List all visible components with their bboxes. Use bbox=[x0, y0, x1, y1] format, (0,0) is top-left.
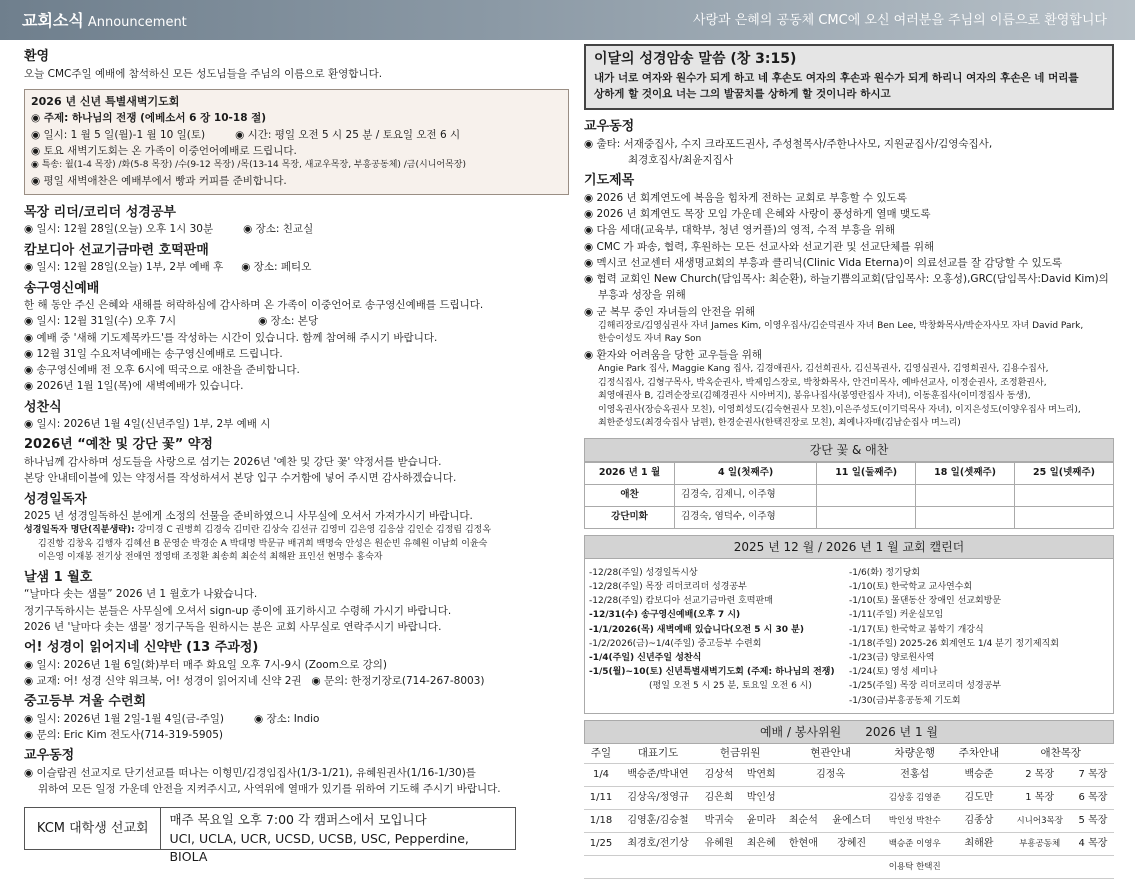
section-heading: 송구영신예배 bbox=[24, 280, 100, 296]
calendar-col-right: -1/6(화) 정기당회 -1/10(토) 한국학교 교사연수회 -1/10(토) 몰댄동산 장애인 선교회방문 -1/11(주일) 커운실모임 -1/17(토) 한국학교 봄학기 개강식 -1/18(주일) 2025-26 회계연도 1/4 분기 정기제직회 -1/23(금) 양로원사역 -1/24(토) 영성 세미나 -1/25(주일) 목장 리더코리더 성경공부 -1/30(금)부흥공동체 기도회 bbox=[849, 567, 1059, 706]
prayer-names: 이영옥권사(장승옥권사 모친), 이영희성도(김숙현권사 모친),이은주성도(이기덕목사 자녀), 이지은성도(이양우집사 며느리), bbox=[598, 404, 1081, 415]
verse-text: 내가 너로 여자와 원수가 되게 하고 네 후손도 여자의 후손과 원수가 되게 하리니 여자의 후손은 네 머리를 bbox=[594, 71, 1079, 84]
box-line: ◉ 토요 새벽기도회는 온 가족이 이중언어예배로 드립니다. bbox=[31, 144, 297, 157]
section-text: 위하여 모든 일정 가운데 안전을 지켜주시고, 사역위에 열매가 있기를 위하여 기도해 주시기 바랍니다. bbox=[38, 783, 501, 796]
section-text: 최경호집사/최윤지집사 bbox=[628, 153, 733, 166]
section-heading: 어! 성경이 읽어지네 신약반 (13 주과정) bbox=[24, 640, 259, 656]
reader-names: 이은영 이재봉 전기상 전애연 정영태 조정환 최송희 최순석 최해완 표인선 현명수 홍숙자 bbox=[38, 552, 383, 563]
right-column bbox=[584, 44, 1114, 879]
prayer-item: ◉ 2026 년 회계연도에 복음을 힘차게 전하는 교회로 부흥할 수 있도록 bbox=[584, 191, 907, 204]
section-heading: 교우동정 bbox=[584, 119, 635, 135]
section-text: 하나님께 감사하며 성도들을 사랑으로 섬기는 2026년 '예찬 및 강단 꽃' 약정서를 받습니다. bbox=[24, 456, 442, 468]
section-text: ◉ 일시: 12월 31일(수) 오후 7시 ◉ 장소: 본당 bbox=[24, 315, 319, 328]
section-text: ◉ 일시: 2026년 1월 4일(신년주일) 1부, 2부 예배 시 bbox=[24, 418, 271, 431]
section-text: 정기구독하시는 분들은 사무실에 오셔서 sign-up 종이에 표기하시고 수령해 가시기 바랍니다. bbox=[24, 604, 452, 617]
prayer-names: 한승이성도 자녀 Ray Son bbox=[598, 334, 702, 345]
section-heading: 날샘 1 월호 bbox=[24, 569, 93, 585]
section-text: 한 해 동안 주신 은혜와 새해를 허락하심에 감사하며 온 가족이 이중언어로 송구영신예배를 드립니다. bbox=[24, 299, 484, 312]
section-text: ◉ 송구영신예배 전 오후 6시에 떡국으로 애찬을 준비합니다. bbox=[24, 364, 300, 377]
kcm-label: KCM 대학생 선교회 bbox=[25, 808, 161, 849]
flower-table bbox=[584, 462, 1114, 529]
verse-text: 상하게 할 것이요 너는 그의 발꿈치를 상하게 할 것이니라 하시고 bbox=[594, 87, 891, 100]
section-heading: 성찬식 bbox=[24, 399, 62, 415]
church-calendar bbox=[584, 559, 1114, 714]
prayer-item: ◉ CMC 가 파송, 협력, 후원하는 모든 선교사와 선교기관 및 선교단체를 위해 bbox=[584, 240, 935, 253]
prayer-item: ◉ 다음 세대(교육부, 대학부, 청년 영커플)의 영적, 수적 부흥을 위해 bbox=[584, 224, 895, 237]
header-motto: 사랑과 은혜의 공동체 CMC에 오신 여러분을 주님의 이름으로 환영합니다 bbox=[692, 13, 1107, 28]
table-row: 주일 대표기도 헌금위원 현관안내 차량운행 주차안내 애찬목장 bbox=[584, 744, 1114, 764]
verse-title: 이달의 성경암송 말씀 (창 3:15) bbox=[594, 51, 797, 67]
reader-names: 성경일독자 명단(직분생략): 강미경 C 권병희 김경숙 김미란 김상숙 김선규 김영미 김은영 김응삼 김인순 김정림 김정옥 bbox=[24, 525, 492, 536]
section-heading: 목장 리더/코리더 성경공부 bbox=[24, 204, 176, 220]
calendar-title: 2025 년 12 월 / 2026 년 1 월 교회 캘린더 bbox=[584, 535, 1114, 559]
prayer-names: 최한준성도(최경숙집사 남편), 한경순권사(한택진장로 모친), 최예나자매(김남순집사 며느리) bbox=[598, 418, 961, 429]
section-heading: 환영 bbox=[24, 49, 50, 64]
volunteer-title: 예배 / 봉사위원 2026 년 1 월 bbox=[584, 720, 1114, 744]
prayer-item: ◉ 협력 교회인 New Church(담임목사: 최순환), 하늘기쁨의교회(담임목사: 오홍성),GRC(담임목사:David Kim)의 bbox=[584, 273, 1109, 286]
section-text: 오늘 CMC주일 예배에 참석하신 모든 성도님들을 주님의 이름으로 환영합니다. bbox=[24, 67, 383, 80]
memory-verse-box bbox=[584, 44, 1114, 110]
flower-title: 강단 꽃 & 애찬 bbox=[584, 438, 1114, 462]
box-title: 2026 년 신년 특별새벽기도회 bbox=[31, 94, 180, 108]
page-title: 교회소식 Announcement bbox=[22, 11, 187, 30]
section-text: ◉ 출타: 서재중집사, 수지 크라포드권사, 주성철목사/주한나사모, 지원균집사/김영숙집사, bbox=[584, 137, 993, 150]
section-text: ◉ 12월 31일 수요저녁예배는 송구영신예배로 드립니다. bbox=[24, 347, 283, 360]
table-row: 1/25 최경호/전기상 유혜원 최은혜 한현애 장혜진 백승준 이영우 최해완 부흥공동체 4 목장 bbox=[584, 833, 1114, 856]
section-heading: 성경일독자 bbox=[24, 491, 87, 507]
kcm-box bbox=[24, 807, 516, 864]
prayer-item: ◉ 멕시코 선교센터 새생명교회의 부흥과 클리닉(Clinic Vida Eterna)이 의료선교를 잘 감당할 수 있도록 bbox=[584, 256, 1063, 269]
prayer-names: Angie Park 집사, Maggie Kang 집사, 김경애권사, 김선희권사, 김신복권사, 김영심권사, 김영희권사, 김용수집사, bbox=[598, 364, 1049, 375]
section-text: ◉ 예배 중 '새해 기도제목카드'를 작성하는 시간이 있습니다. 함께 참여해 주시기 바랍니다. bbox=[24, 331, 438, 344]
prayer-item: ◉ 군 복무 중인 자녀들의 안전을 위해 bbox=[584, 305, 756, 318]
box-line: ◉ 주제: 하나님의 전쟁 (에베소서 6 장 10-18 절) bbox=[31, 112, 267, 125]
dawn-prayer-box bbox=[24, 89, 569, 195]
section-text: ◉ 2026년 1월 1일(목)에 새벽예배가 있습니다. bbox=[24, 380, 244, 393]
section-text: 본당 안내테이블에 있는 약정서를 작성하셔서 본당 입구 수거함에 넣어 주시면 감사하겠습니다. bbox=[24, 472, 457, 485]
box-line: ◉ 특송: 월(1-4 목장) /화(5-8 목장) /수(9-12 목장) /목(13-14 목장, 새교우목장, 부흥공동체) /금(시니어목장) bbox=[31, 160, 466, 171]
section-text: “날마다 솟는 샘물” 2026 년 1 월호가 나왔습니다. bbox=[24, 588, 258, 601]
section-text: ◉ 일시: 2026년 1월 2일-1월 4일(금-주일) ◉ 장소: Indio bbox=[24, 712, 320, 725]
section-text: 2025 년 성경일독하신 분에게 소정의 선물을 준비하였으니 사무실에 오셔서 가져가시기 바랍니다. bbox=[24, 510, 473, 523]
section-heading: 중고등부 겨울 수련회 bbox=[24, 694, 147, 710]
section-text: ◉ 일시: 12월 28일(오늘) 1부, 2부 예배 후 ◉ 장소: 페티오 bbox=[24, 261, 312, 274]
box-line: ◉ 평일 새벽애찬은 예배부에서 빵과 커피를 준비합니다. bbox=[31, 174, 287, 187]
section-heading: 2026년 “예찬 및 강단 꽃” 약정 bbox=[24, 437, 213, 453]
section-text: ◉ 이슬람권 선교지로 단기선교를 떠나는 이형민/김경임집사(1/3-1/21), 유혜원권사(1/16-1/30)를 bbox=[24, 766, 476, 779]
prayer-item: ◉ 2026 년 회계연도 목장 모임 가운데 은혜와 사랑이 풍성하게 열매 맺도록 bbox=[584, 208, 931, 221]
volunteer-table bbox=[584, 744, 1114, 879]
prayer-names: 김해리장로/김영심권사 자녀 James Kim, 이영우집사/김순덕권사 자녀 Ben Lee, 박창화목사/박순자사모 자녀 David Park, bbox=[598, 320, 1084, 331]
header-bar bbox=[0, 0, 1135, 40]
section-text: 2026 년 '날마다 솟는 샘물' 정기구독을 원하시는 분은 교회 사무실로 연락주시기 바랍니다. bbox=[24, 620, 442, 633]
table-row: 강단미화 김경숙, 염덕수, 이주형 bbox=[585, 506, 1114, 528]
reader-names: 김진항 김창옥 김행자 김혜선 B 문영순 박경순 A 박대명 박문규 배귀희 백명숙 안성은 원순빈 유혜원 이남희 이윤숙 bbox=[38, 538, 488, 549]
table-row: 1/4 백승준/박내연 김상석 박연희 김정옥 전홍섭 백승준 2 목장 7 목장 bbox=[584, 764, 1114, 787]
box-line: ◉ 일시: 1 월 5 일(월)-1 월 10 일(토) ◉ 시간: 평일 오전 5 시 25 분 / 토요일 오전 6 시 bbox=[31, 128, 461, 141]
kcm-info: 매주 목요일 오후 7:00 각 캠퍼스에서 모입니다 UCI, UCLA, UCR, UCSD, UCSB, USC, Pepperdine, BIOLA bbox=[169, 812, 469, 864]
section-heading: 캄보디아 선교기금마련 호떡판매 bbox=[24, 242, 209, 258]
prayer-names: 최영애권사 B, 김려순장로(김혜경권사 시아버지), 봉유나집사(봉영란집사 자녀), 이동훈집사(이미정집사 동생), bbox=[598, 391, 1031, 402]
table-row: 2026 년 1 월 4 일(첫째주) 11 일(둘째주) 18 일(셋째주) 25 일(넷째주) bbox=[585, 462, 1114, 484]
left-column bbox=[24, 44, 569, 864]
table-row: 1/11 김상옥/정영규 김은희 박인성 김상홍 김영준 김도만 1 목장 6 목장 bbox=[584, 787, 1114, 810]
calendar-col-left: -12/28(주일) 성경일독시상 -12/28(주일) 목장 리더코리더 성경공부 -12/28(주일) 캄보디아 선교기금마련 호떡판매 -12/31(수) 송구영신예배(오후 7 시) -1/1/2026(목) 새벽예배 있습니다(오전 5 시 30 분) -1/2/2026(금)~1/4(주일) 중고등부 수련회 -1/4(주일) 신년주일 성찬식 -1/5(월)~10(토) 신년특별새벽기도회 (주제: 하나님의 전쟁) (평일 오전 5 시 25 분, 토요일 오전 6 시) bbox=[589, 567, 835, 692]
table-row: 애찬 김경숙, 김제니, 이주형 bbox=[585, 484, 1114, 506]
section-text: ◉ 일시: 12월 28일(오늘) 오후 1시 30분 ◉ 장소: 친교실 bbox=[24, 223, 314, 236]
section-heading: 기도제목 bbox=[584, 173, 635, 189]
section-text: ◉ 교재: 어! 성경 신약 워크북, 어! 성경이 읽어지네 신약 2권 ◉ 문의: 한정기장로(714-267-8003) bbox=[24, 675, 485, 687]
prayer-item: ◉ 환자와 어려움을 당한 교우들을 위해 bbox=[584, 348, 762, 361]
prayer-item: 부흥과 성장을 위해 bbox=[598, 289, 686, 302]
table-row: 1/18 김영훈/김승철 박귀숙 윤미라 최순석 윤에스더 박인성 박찬수 김종상 시니어3목장 5 목장 bbox=[584, 810, 1114, 833]
prayer-names: 김정식집사, 김형구목사, 박옥순권사, 박제임스장로, 박창화목사, 안건미목사, 예바선교사, 이정순권사, 조정환권사, bbox=[598, 377, 1047, 388]
section-heading: 교우동정 bbox=[24, 748, 75, 764]
section-text: ◉ 문의: Eric Kim 전도사(714-319-5905) bbox=[24, 729, 224, 742]
table-row: 이용탁 한택진 bbox=[584, 856, 1114, 879]
section-text: ◉ 일시: 2026년 1월 6일(화)부터 매주 화요일 오후 7시-9시 (Zoom으로 강의) bbox=[24, 658, 387, 671]
